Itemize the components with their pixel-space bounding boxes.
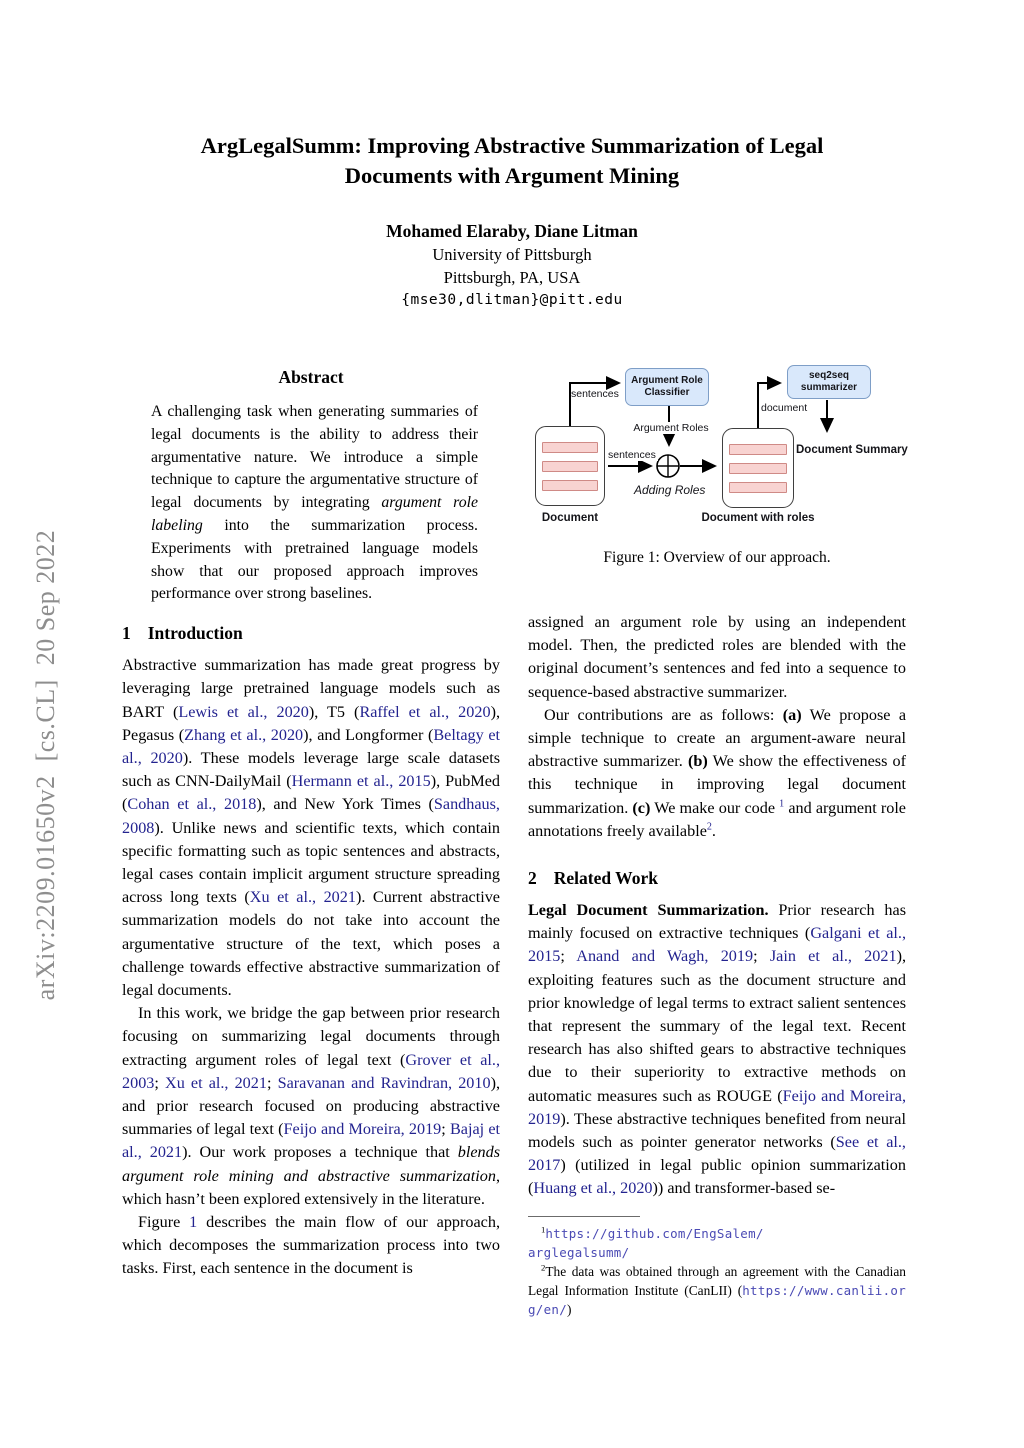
sentence-bar	[729, 482, 787, 493]
text-run: ). Our work proposes a technique that	[182, 1143, 458, 1162]
text-run: describes the main flow of our approach, which decomposes the summarization process into two tasks. First, each sentence in the document is	[122, 1213, 501, 1278]
citation-link[interactable]: Bajaj et al., 2021	[122, 1120, 500, 1162]
text-run: .	[711, 821, 716, 840]
text-run: ), exploiting features such as the document structure and prior knowledge of legal terms to extract salient sentences that represent the summary of the legal text. Recent research has also shifted gears to abstractive techniques due to their superiority to extractive methods on automatic measures such as ROUGE (	[528, 947, 906, 1105]
seq2seq-label-line1: seq2seq	[808, 370, 850, 381]
argument-role-classifier-box	[625, 368, 709, 406]
text-run: The data was obtained through an agreement with the Canadian Legal Information Institute (CanLII) (	[528, 1263, 906, 1298]
text-run: ;	[441, 1120, 450, 1139]
citation-link[interactable]: Beltagy et al., 2020	[122, 725, 501, 767]
text-run: ;	[753, 947, 770, 966]
text-run: ), PubMed (	[122, 772, 500, 814]
document-edge-label: document	[761, 402, 808, 414]
author-affiliation: University of Pittsburgh	[432, 245, 592, 264]
section-title: Related Work	[553, 868, 658, 889]
author-email[interactable]: {mse30,dlitman}@pitt.edu	[401, 292, 623, 308]
text-run: Prior research has mainly focused on extractive techniques (	[528, 901, 906, 943]
url-link[interactable]: https://www.canlii.org/en/	[528, 1282, 906, 1317]
text-run: A challenging task when generating summaries of legal documents is the ability to address their argumentative nature. We introduce a simple technique to capture the argumentative structure of legal documents by integrating	[151, 403, 478, 512]
text-run: Legal Document Summarization.	[528, 901, 769, 920]
text-run: assigned an argument role by using an independent model. Then, the predicted roles are blended with the original document’s sentences and fed into a sequence to sequence-based abstractive summarizer.	[528, 613, 906, 701]
document-summary-label: Document Summary	[796, 444, 908, 456]
citation-link[interactable]: Feijo and Moreira, 2019	[528, 1086, 906, 1128]
paragraph	[122, 1002, 500, 1211]
sentence-bar	[729, 463, 787, 474]
footnote-marker: 2	[541, 1262, 546, 1273]
citation-link[interactable]: Hermann et al., 2015	[291, 772, 431, 791]
footnote-1	[528, 1224, 906, 1262]
citation-link[interactable]: Huang et al., 2020	[533, 1179, 653, 1198]
sentence-bar	[542, 442, 598, 453]
text-run: In this work, we bridge the gap between prior research focusing on summarizing legal documents through extracting argument roles of legal text (	[122, 1004, 500, 1069]
text-run: ). These abstractive techniques benefited from neural models such as pointer generator networks (	[528, 1109, 906, 1152]
author-location: Pittsburgh, PA, USA	[443, 268, 581, 287]
section-heading-related-work	[528, 868, 906, 889]
citation-link[interactable]: Sandhaus, 2008	[122, 795, 500, 837]
abstract-heading: Abstract	[278, 367, 344, 387]
text-run: ;	[154, 1073, 165, 1092]
text-run: We show the effectiveness of this technique in improving legal document summarization.	[528, 752, 906, 817]
paper-title-line1: ArgLegalSumm: Improving Abstractive Summarization of Legal	[200, 133, 824, 158]
left-column	[122, 358, 500, 1281]
right-column	[528, 356, 906, 1319]
sentence-bar	[542, 480, 598, 491]
text-run: and argument role annotations freely available	[528, 798, 906, 840]
sentences-label-top: sentences	[571, 388, 619, 400]
text-run: Figure	[138, 1213, 190, 1232]
text-run: Our contributions are as follows:	[544, 705, 783, 724]
section-number: 1	[122, 623, 131, 644]
text-run: , which hasn’t been explored extensively in the literature.	[122, 1166, 500, 1208]
document-box	[535, 426, 605, 506]
text-run: (a)	[782, 705, 802, 724]
citation-link[interactable]: Grover et al., 2003	[122, 1050, 500, 1092]
section-number: 2	[528, 868, 537, 889]
sentences-label-mid: sentences	[608, 449, 656, 461]
text-run: ), T5 (	[308, 702, 360, 721]
text-run: blends argument role mining and abstractive summarization	[122, 1143, 500, 1185]
paragraph	[528, 704, 906, 843]
abstract-paragraph	[151, 401, 478, 606]
text-run: (b)	[687, 752, 708, 771]
seq2seq-summarizer-box	[787, 365, 871, 399]
text-run: ). These models leverage large scale datasets such as CNN-DailyMail (	[122, 748, 500, 791]
text-run: ), and New York Times (	[256, 795, 434, 814]
document-with-roles-box	[722, 428, 794, 508]
citation-link[interactable]: Cohan et al., 2018	[127, 795, 257, 814]
document-label: Document	[541, 512, 599, 524]
text-run: ). Current abstractive summarization models do not take into account the argumentative structure of the text, which poses a challenge towards effective abstractive summarization of legal documents.	[122, 888, 500, 1000]
citation-link[interactable]: Jain et al., 2021	[769, 947, 897, 966]
text-run: ). Unlike news and scientific texts, which contain specific formatting such as topic sentences and abstracts, legal cases contain implicit argument structure spreading across long texts (	[122, 818, 500, 907]
footnote-rule	[528, 1216, 640, 1217]
paragraph	[122, 654, 500, 1002]
paper-title	[0, 131, 1024, 191]
text-run: We make our code	[650, 798, 780, 817]
approach-diagram	[528, 356, 920, 536]
citation-link[interactable]: Raffel et al., 2020	[359, 702, 491, 721]
text-run: into the summarization process. Experiments with pretrained language models show that our proposed approach improves performance over strong baselines.	[151, 516, 478, 603]
argument-roles-label: Argument Roles	[624, 422, 718, 434]
arxiv-watermark: arXiv:2209.01650v2 [cs.CL] 20 Sep 2022	[31, 529, 60, 1001]
citation-link[interactable]: Zhang et al., 2020	[184, 725, 304, 744]
paragraph	[528, 611, 906, 704]
section-heading-introduction	[122, 623, 500, 644]
sentence-bar	[542, 461, 598, 472]
text-run: ;	[266, 1073, 278, 1092]
section-title: Introduction	[147, 623, 243, 644]
citation-link[interactable]: Xu et al., 2021	[249, 888, 356, 907]
text-run: )) and transformer-based se-	[652, 1179, 836, 1198]
citation-link[interactable]: Saravanan and Ravindran, 2010	[277, 1073, 491, 1092]
adding-roles-label: Adding Roles	[634, 483, 706, 497]
author-block	[0, 219, 1024, 312]
text-run: ;	[560, 947, 577, 966]
footnote-ref[interactable]: 1	[779, 798, 785, 810]
seq2seq-label-line2: summarizer	[800, 382, 858, 393]
text-run: ), and Longformer (	[303, 725, 434, 744]
text-run: ), Pegasus (	[122, 702, 500, 744]
paragraph	[528, 899, 906, 1201]
text-run: argument role labeling	[151, 494, 478, 534]
document-with-roles-label: Document with roles	[701, 512, 815, 524]
footnote-block	[528, 1216, 906, 1319]
citation-link[interactable]: Lewis et al., 2020	[178, 702, 309, 721]
text-run: )	[567, 1301, 572, 1317]
citation-link[interactable]: See et al., 2017	[528, 1133, 906, 1175]
text-run: We propose a simple technique to create an argument-aware neural abstractive summarizer.	[528, 705, 907, 771]
footnote-marker: 1	[541, 1224, 546, 1235]
citation-link[interactable]: Xu et al., 2021	[165, 1073, 267, 1092]
citation-link[interactable]: 1	[189, 1213, 198, 1232]
citation-link[interactable]: Feijo and Moreira, 2019	[283, 1120, 442, 1139]
adding-roles-node	[657, 455, 679, 477]
author-names: Mohamed Elaraby, Diane Litman	[386, 221, 638, 241]
sentence-bar	[729, 444, 787, 455]
url-link[interactable]: arglegalsumm/	[528, 1244, 630, 1260]
paragraph	[122, 1211, 500, 1281]
classifier-label-line1: Argument Role	[631, 375, 703, 386]
text-run: Abstractive summarization has made great progress by leveraging large pretrained language models such as BART (	[122, 656, 500, 721]
citation-link[interactable]: Anand and Wagh, 2019	[576, 947, 754, 966]
footnote-ref[interactable]: 2	[706, 821, 712, 833]
text-run: ), and prior research focused on producing abstractive summaries of legal text (	[122, 1073, 501, 1139]
paper-title-line2: Documents with Argument Mining	[344, 163, 680, 188]
text-run: ) (utilized in legal public opinion summarization (	[528, 1156, 906, 1198]
url-link[interactable]: https://github.com/EngSalem/	[545, 1225, 764, 1241]
figure-caption: Figure 1: Overview of our approach.	[603, 549, 831, 566]
figure-1	[528, 356, 906, 567]
classifier-label-line2: Classifier	[644, 387, 690, 398]
citation-link[interactable]: Galgani et al., 2015	[528, 924, 906, 966]
footnote-2	[528, 1262, 906, 1319]
text-run: (c)	[632, 798, 651, 817]
